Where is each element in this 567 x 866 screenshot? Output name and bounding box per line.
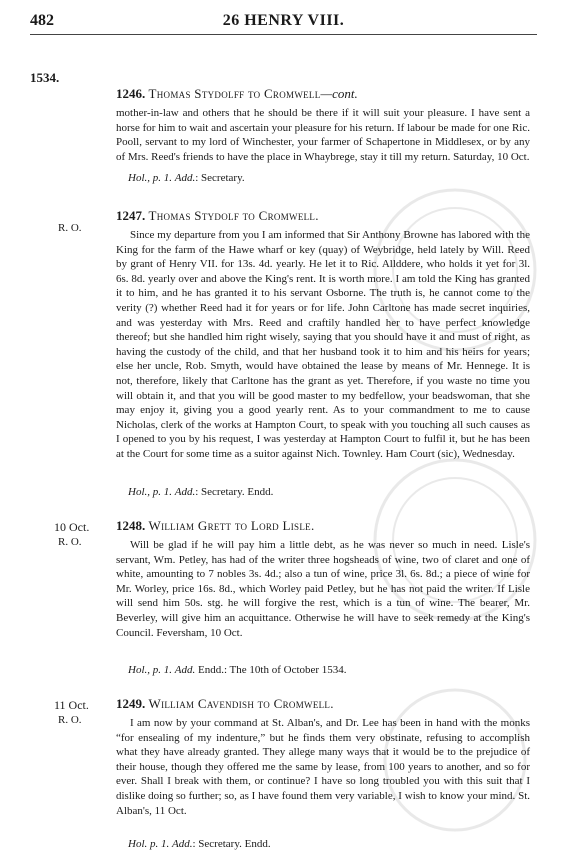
entry-body: Since my departure from you I am informed that Sir Anthony Browne has labored with the King for the farm of the Hawe wharf or key (quay) of Weybridge, held lately by Will. Reed by grant of Henry VII. for 13s. 4d. yearly. He let it to Ric. Allddere, who holds it yet for 3l. 6s. 8d. yearly over and above the King's rent. It is worth more. I am told the King has granted it to him, and he has granted it to his servant Osborne. The truth is, he cannot come to the verity (?) whether Reed had it for years or for life. John Carltone has made secret inquiries, and was yesterday with Mrs. Reed and craftily handled her to have perfect knowledge thereof; but she handled him right wisely, saying that you should have it and must of right, as having the custody of the child, and that her husband took it to him and his heirs for years; else her uncle, Rob. Smyth, would have obtained the lease by means of Mr. Hennege. It is not, therefore, likely that Carltone has the grant as yet. Therefore, if you waste no time you will obtain it, and that you will be good master to my bedfellow, your beadswoman, that she may enjoy it, giving you a good yearly rent. As to your commandment to me to cause Nicholas, clerk of the works at Hampton Court, to speak with you touching all such causes as I opened to you by his request, I was yesterday at Hampton Court to fulfil it, but he has been at the Court for some time as a suitor against Nich. Townley. Ham Court (sic), Wednesday. (116, 229, 530, 460)
entry-title: Thomas Stydolf to Cromwell. (148, 208, 319, 223)
entry-note (128, 664, 347, 676)
note-hol: Hol., p. 1. (128, 664, 172, 676)
entry-note (128, 838, 271, 850)
entry-title: William Grett to Lord Lisle. (148, 518, 315, 533)
running-title: 26 HENRY VIII. (222, 12, 345, 29)
entry-number: 1249. (116, 696, 146, 711)
margin-source: R. O. (58, 536, 82, 548)
entry-body: Will be glad if he will pay him a little debt, as he was never so much in need. Lisle's servant, Wm. Petley, has had of the writer three hogsheads of wine, two of claret and one of white, amounting to 7 nobles 3s. 4d.; also a tun of wine, price 3l. 6s. 8d.; a piece of wine for Mr. Worley, price 16s. 8d., which Worley paid Petley, but he has not paid the writer. If Lisle will send him 50s. stg. he will forgive the rest, which is a tun of wine. The bearer, Mr. Beverley, will give him an acquittance. Otherwise he will have to seek remedy at the King's Council. Feversham, 10 Oct. (116, 539, 530, 639)
margin-source: R. O. (58, 714, 82, 726)
header-rule (30, 34, 537, 35)
entry-heading (116, 86, 358, 102)
note-rest: : Secretary. Endd. (192, 838, 271, 850)
entry-heading (116, 208, 319, 224)
year-label: 1534. (30, 70, 60, 85)
entry-body: mother-in-law and others that he should be there if it will suit your pleasure. I have sent a horse for him to wait and ascertain your pleasure for his return. If labour be made for one Ric. Pooll, servant to my lord of Winchester, your farmer of Schapertone in Middlesex, or by any of Mrs. Reed's friends to have the place in Whaybrege, stay it till my return. Saturday, 10 Oct. (116, 107, 530, 163)
note-rest: Endd.: The 10th of October 1534. (195, 664, 347, 676)
entry-number: 1248. (116, 518, 146, 533)
note-add: Add. (174, 172, 196, 184)
entry-note (128, 172, 245, 184)
note-hol: Hol. p. 1. (128, 838, 170, 850)
entry-body: I am now by your command at St. Alban's, and Dr. Lee has been in hand with the monks “for ensealing of my indenture,” but he finds them very obstinate, refusing to accomplish what they have already granted. They allege many ways that it would be to the prejudice of their house, though they offered me the same by lease, from 100 years to another, and so for ever. Shall I break with them, or continue? I have so long troubled you with this suit that I dislike doing so further; so, as I have found them very variable, I wish to know your mind. St. Alban's, 11 Oct. (116, 717, 530, 817)
margin-date: 11 Oct. (54, 698, 89, 712)
note-add: Add. (174, 486, 196, 498)
note-hol: Hol., p. 1. (128, 172, 172, 184)
note-rest: : Secretary. Endd. (195, 486, 274, 498)
margin-date: 10 Oct. (54, 520, 90, 534)
entry-title: William Cavendish to Cromwell. (148, 696, 334, 711)
entry-title: Thomas Stydolff to Cromwell (148, 86, 321, 101)
margin-source: R. O. (58, 222, 82, 234)
page-number: 482 (30, 12, 54, 29)
entry-number: 1246. (116, 86, 146, 101)
page-header (30, 12, 537, 36)
entry-number: 1247. (116, 208, 146, 223)
note-add: Add. (174, 664, 196, 676)
note-hol: Hol., p. 1. (128, 486, 172, 498)
entry-note (128, 486, 273, 498)
entry-heading (116, 518, 315, 534)
entry-heading (116, 696, 334, 712)
note-rest: : Secretary. (195, 172, 245, 184)
entry-title-suffix: —cont. (320, 86, 358, 101)
note-add: Add. (172, 838, 193, 850)
